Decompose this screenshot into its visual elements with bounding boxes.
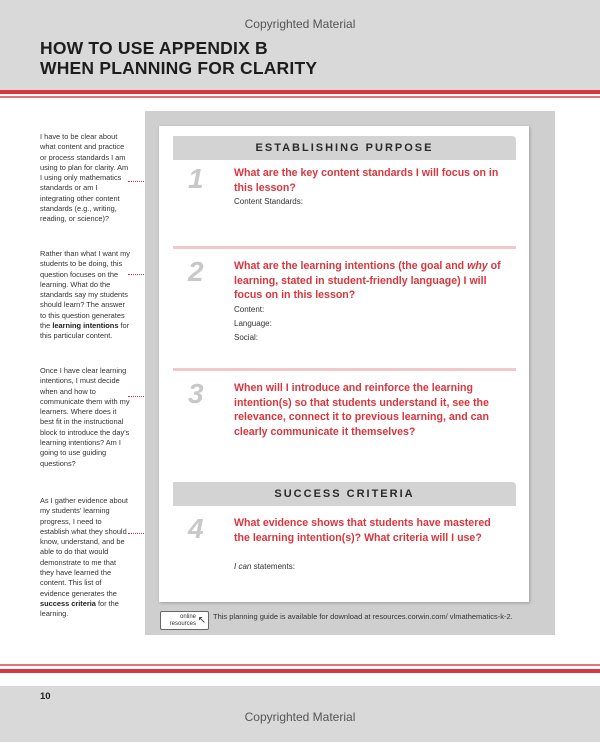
question-2: What are the learning intentions (the goal and why of learning, stated in student-friendly language) I will focus on in this lesson? — [234, 260, 501, 301]
section-header-success-criteria: SUCCESS CRITERIA — [173, 482, 516, 506]
footer-red-rule — [0, 669, 600, 673]
field-language: Language: — [234, 319, 272, 328]
field-social: Social: — [234, 333, 259, 342]
pointer-cursor-icon: ↖ — [197, 615, 206, 626]
online-resources-badge[interactable]: online resources ↖ — [160, 611, 209, 630]
copyright-bottom: Copyrighted Material — [244, 710, 356, 724]
section-header-establishing-purpose: ESTABLISHING PURPOSE — [173, 136, 516, 160]
item-number-2: 2 — [188, 256, 204, 287]
page-title — [40, 38, 317, 78]
page-title-line2: WHEN PLANNING FOR CLARITY — [40, 58, 318, 78]
field-content: Content: — [234, 305, 265, 314]
header-red-rule-thin — [0, 96, 600, 98]
footer-red-rule-thin — [0, 664, 600, 666]
divider-1 — [173, 246, 516, 249]
side-note-1: I have to be clear about what content and practice or process standards I am using to plan for clarity. Am I using only mathematics standards or am I integrating other content standards (e.g., writing, reading, or science)? — [40, 132, 129, 224]
page-title-line1: HOW TO USE APPENDIX B — [40, 38, 268, 58]
question-4: What evidence shows that students have mastered the learning intention(s)? What criteria will I use? — [234, 517, 491, 544]
divider-2 — [173, 368, 516, 371]
side-note-2-term: learning intentions — [52, 321, 119, 331]
field-i-can-statements: I can statements: — [234, 562, 295, 571]
copyright-top: Copyrighted Material — [244, 17, 356, 31]
side-note-2: Rather than what I want my students to be doing, this question focuses on the learning. What do the standards say my students should learn? The answer to this question generates the learning intentions for this particular content. — [40, 249, 130, 341]
side-note-4: As I gather evidence about my students' learning progress, I need to establish what they should know, understand, and be able to do that would demonstrate to me that they have learned the content. This list of evidence generates the success criteria for the learning. — [40, 496, 128, 619]
item-number-3: 3 — [188, 378, 204, 409]
question-1: What are the key content standards I will focus on in this lesson? — [234, 167, 499, 194]
field-content-standards: Content Standards: — [234, 197, 303, 206]
side-note-4-term: success criteria — [40, 598, 96, 608]
question-3: When will I introduce and reinforce the learning intention(s) so that students understand it, see the relevance, connect it to previous learning, and can clearly communicate it themselves? — [234, 382, 489, 438]
item-number-1: 1 — [188, 163, 204, 194]
page-number: 10 — [40, 691, 51, 702]
header-red-rule — [0, 90, 600, 94]
item-number-4: 4 — [188, 513, 204, 544]
download-note: This planning guide is available for download at resources.corwin.com/ vlmathematics-k-2. — [213, 612, 513, 621]
side-note-3: Once I have clear learning intentions, I must decide when and how to communicate them with my learners. Where does it best fit in the instructional block to introduce the day's learning intentions? Am I going to use guiding questions? — [40, 366, 130, 468]
